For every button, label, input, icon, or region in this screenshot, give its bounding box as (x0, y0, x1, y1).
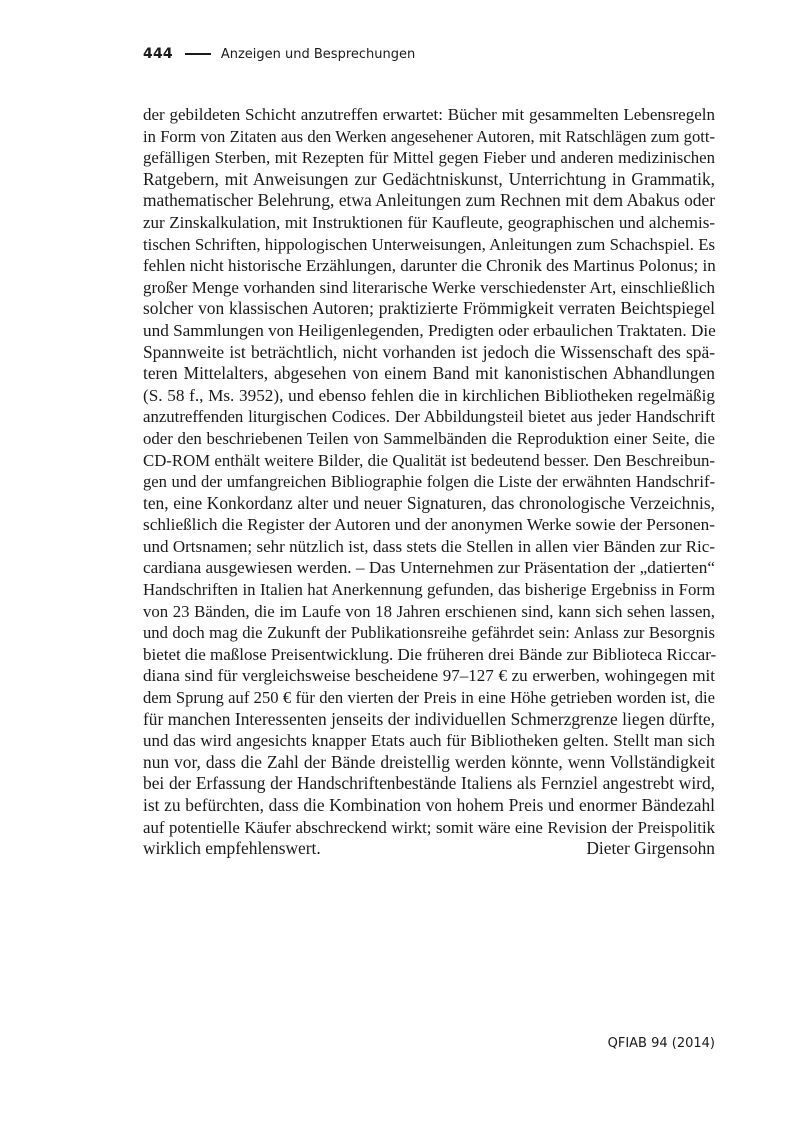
text-line: und doch mag die Zukunft der Publikationsreihe gefährdet sein: Anlass zur Besorgnis (143, 623, 715, 643)
closing-line (143, 838, 715, 860)
text-line: diana sind für vergleichsweise bescheidene 97–127 € zu erwerben, wohingegen mit (143, 666, 715, 686)
text-line: schließlich die Register der Autoren und der anonymen Werke sowie der Personen- (143, 515, 715, 535)
section-title: Anzeigen und Besprechungen (220, 46, 416, 62)
text-line: gefälligen Sterben, mit Rezepten für Mittel gegen Fieber und anderen medizinischen (143, 148, 715, 168)
text-line: solcher von klassischen Autoren; praktizierte Frömmigkeit verraten Beichtspiegel (143, 298, 715, 319)
text-line: Spannweite ist beträchtlich, nicht vorhanden ist jedoch die Wissenschaft des spä- (143, 341, 715, 362)
text-line: für manchen Interessenten jenseits der individuellen Schmerzgrenze liegen dürfte, (143, 708, 715, 729)
running-head (143, 44, 415, 64)
review-body (143, 104, 715, 860)
text-line: Handschriften in Italien hat Anerkennung gefunden, das bisherige Ergebniss in Form (143, 580, 715, 600)
final-text: wirklich empfehlenswert. (143, 838, 321, 859)
text-line: Ratgebern, mit Anweisungen zur Gedächtniskunst, Unterrichtung in Grammatik, (143, 168, 715, 189)
review-author: Dieter Girgensohn (586, 838, 715, 859)
text-line: fehlen nicht historische Erzählungen, darunter die Chronik des Martinus Polonus; in (143, 256, 716, 276)
text-line: anzutreffenden liturgischen Codices. Der Abbildungsteil bietet aus jeder Handschrift (143, 407, 715, 427)
text-line: der gebildeten Schicht anzutreffen erwartet: Bücher mit gesammelten Lebensregeln (143, 105, 715, 124)
text-line: in Form von Zitaten aus den Werken angesehener Autoren, mit Ratschlägen zum gott- (143, 126, 715, 146)
journal-footer: QFIAB 94 (2014) (607, 1036, 715, 1051)
text-line: dem Sprung auf 250 € für den vierten der Preis in eine Höhe getrieben worden ist, die (143, 688, 715, 708)
text-line: cardiana ausgewiesen werden. – Das Unternehmen zur Präsentation der „datierten“ (143, 558, 715, 578)
text-line: großer Menge vorhanden sind literarische Werke verschiedenster Art, einschließlich (143, 277, 715, 297)
text-line: ten, eine Konkordanz alter und neuer Signaturen, das chronologische Verzeichnis, (143, 492, 715, 513)
text-line: von 23 Bänden, die im Laufe von 18 Jahren erschienen sind, kann sich sehen lassen, (143, 601, 715, 621)
text-line: nun vor, dass die Zahl der Bände dreistellig werden könnte, wenn Vollständigkeit (143, 751, 715, 772)
text-line: auf potentielle Käufer abschreckend wirkt; somit wäre eine Revision der Preispolitik (143, 817, 715, 837)
text-line: und Ortsnamen; sehr nützlich ist, dass stets die Stellen in allen vier Bänden zur Ric- (143, 536, 715, 556)
text-line: zur Zinskalkulation, mit Instruktionen für Kaufleute, geographischen und alchemis- (143, 212, 715, 232)
text-line: ist zu befürchten, dass die Kombination von hohem Preis und enormer Bändezahl (143, 795, 715, 815)
text-line: bei der Erfassung der Handschriftenbestände Italiens als Fernziel angestrebt wird, (143, 773, 715, 794)
text-line: gen und der umfangreichen Bibliographie folgen die Liste der erwähnten Handschrif- (143, 472, 715, 492)
text-line: bietet die maßlose Preisentwicklung. Die früheren drei Bände zur Biblioteca Riccar- (143, 644, 717, 664)
text-line: (S. 58 f., Ms. 3952), und ebenso fehlen die in kirchlichen Bibliotheken regelmäßig (143, 385, 715, 405)
text-line: mathematischer Belehrung, etwa Anleitungen zum Rechnen mit dem Abakus oder (143, 190, 715, 211)
page-number: 444 (143, 46, 173, 62)
text-line: tischen Schriften, hippologischen Unterweisungen, Anleitungen zum Schachspiel. Es (143, 234, 715, 254)
text-line: teren Mittelalters, abgesehen von einem Band mit kanonistischen Abhandlungen (143, 363, 715, 384)
text-line: oder den beschriebenen Teilen von Sammelbänden die Reproduktion einer Seite, die (143, 428, 715, 448)
text-line: und Sammlungen von Heiligenlegenden, Predigten oder erbaulichen Traktaten. Die (143, 320, 716, 340)
text-line: CD-ROM enthält weitere Bilder, die Qualität ist bedeutend besser. Den Beschreibun- (143, 450, 715, 470)
text-line: und das wird angesichts knapper Etats auch für Bibliotheken gelten. Stellt man sich (143, 731, 715, 751)
header-rule (185, 53, 211, 55)
